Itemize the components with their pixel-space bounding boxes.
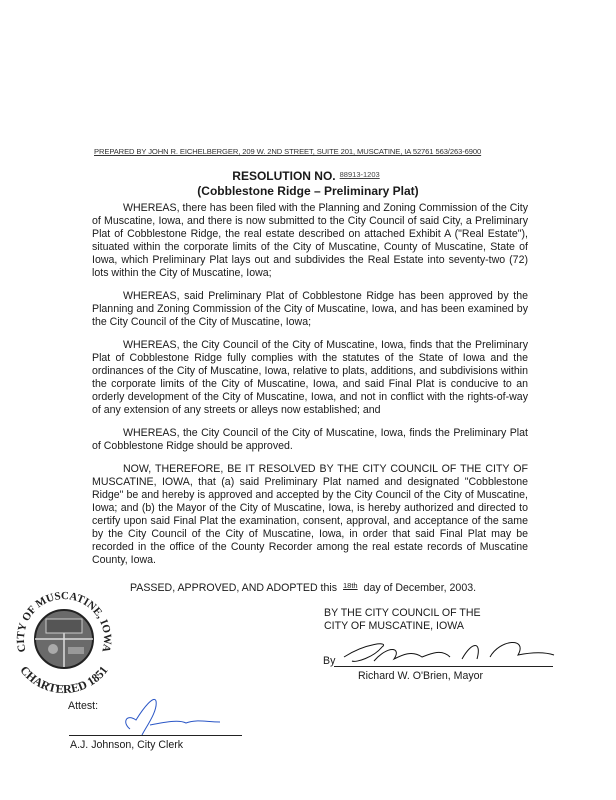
resolution-number: 88913-1203: [339, 170, 380, 179]
adoption-prefix: PASSED, APPROVED, AND ADOPTED this: [130, 582, 338, 594]
adoption-suffix: day of December, 2003.: [363, 582, 477, 594]
mayor-name: Richard W. O'Brien, Mayor: [358, 670, 484, 682]
clerk-name: A.J. Johnson, City Clerk: [70, 739, 184, 751]
resolved-paragraph: NOW, THEREFORE, BE IT RESOLVED BY THE CITY COUNCIL OF THE CITY OF MUSCATINE, IOWA, that (a) said Preliminary Plat named and designated "Cobblestone Ridge" be and hereby is approved and accepted by the City Council of the City of Muscatine, Iowa; and (b) the Mayor of the City of Muscatine, Iowa, is hereby authorized and directed to certify upon said Final Plat the examination, consent, approval, and acceptance of the same by the City Council of the City of Muscatine, Iowa, in order that said Final Plat may be recorded in the office of the County Recorder among the real estate records of Muscatine County, Iowa.: [92, 463, 528, 566]
clerk-signature: [120, 695, 230, 735]
resolution-body: [0, 202, 616, 755]
adoption-line: [130, 581, 476, 594]
resolution-title: [0, 167, 616, 199]
resolution-subtitle: (Cobblestone Ridge – Preliminary Plat): [197, 184, 419, 198]
signature-section: [0, 577, 616, 755]
whereas-paragraph-3: WHEREAS, the City Council of the City of Muscatine, Iowa, finds that the Preliminary Plat of Cobblestone Ridge fully complies with the statutes of the State of Iowa and the ordinances of the City of Muscatine, Iowa, relative to plats, additions, and subdivisions within the corporate limits of the City of Muscatine, Iowa, and said Final Plat is conducive to an orderly development of the City of Muscatine, Iowa, and not in conflict with the rights-of-way of any extension of any streets or alleys now established; and: [92, 339, 528, 416]
mayor-signature-line: [334, 666, 553, 667]
whereas-paragraph-1: WHEREAS, there has been filed with the Planning and Zoning Commission of the City of Muscatine, Iowa, and there is now submitted to the City Council of said City, a Preliminary Plat of Cobblestone Ridge, the real estate described on attached Exhibit A ("Real Estate"), situated within the corporate limits of the City of Muscatine, County of Muscatine, State of Iowa, which Preliminary Plat lays out and subdivides the Real Estate into seventy-two (72) lots within the City of Muscatine, Iowa;: [92, 202, 528, 279]
mayor-signature: [340, 637, 560, 665]
council-line-1: BY THE CITY COUNCIL OF THE: [324, 607, 481, 619]
whereas-paragraph-4: WHEREAS, the City Council of the City of Muscatine, Iowa, finds the Preliminary Plat of Cobblestone Ridge should be approved.: [92, 427, 528, 452]
resolution-label: RESOLUTION NO.: [232, 169, 336, 183]
prepared-by-line: PREPARED BY JOHN R. EICHELBERGER, 209 W. 2ND STREET, SUITE 201, MUSCATINE, IA 52761 563/263-6900: [94, 147, 482, 156]
clerk-signature-line: [69, 735, 242, 736]
seal-bottom-text: CHARTERED 1851: [17, 663, 111, 697]
city-seal: [4, 577, 124, 697]
council-block: [324, 607, 481, 633]
council-line-2: CITY OF MUSCATINE, IOWA: [324, 620, 464, 632]
whereas-paragraph-2: WHEREAS, said Preliminary Plat of Cobblestone Ridge has been approved by the Planning and Zoning Commission of the City of Muscatine, Iowa, and has been examined by the City Council of the City of Muscatine, Iowa;: [92, 290, 528, 328]
by-label: By: [323, 655, 336, 667]
seal-top-text: CITY OF MUSCATINE, IOWA: [14, 589, 114, 654]
adoption-day: 18th: [343, 581, 358, 590]
attest-label: Attest:: [68, 700, 99, 712]
